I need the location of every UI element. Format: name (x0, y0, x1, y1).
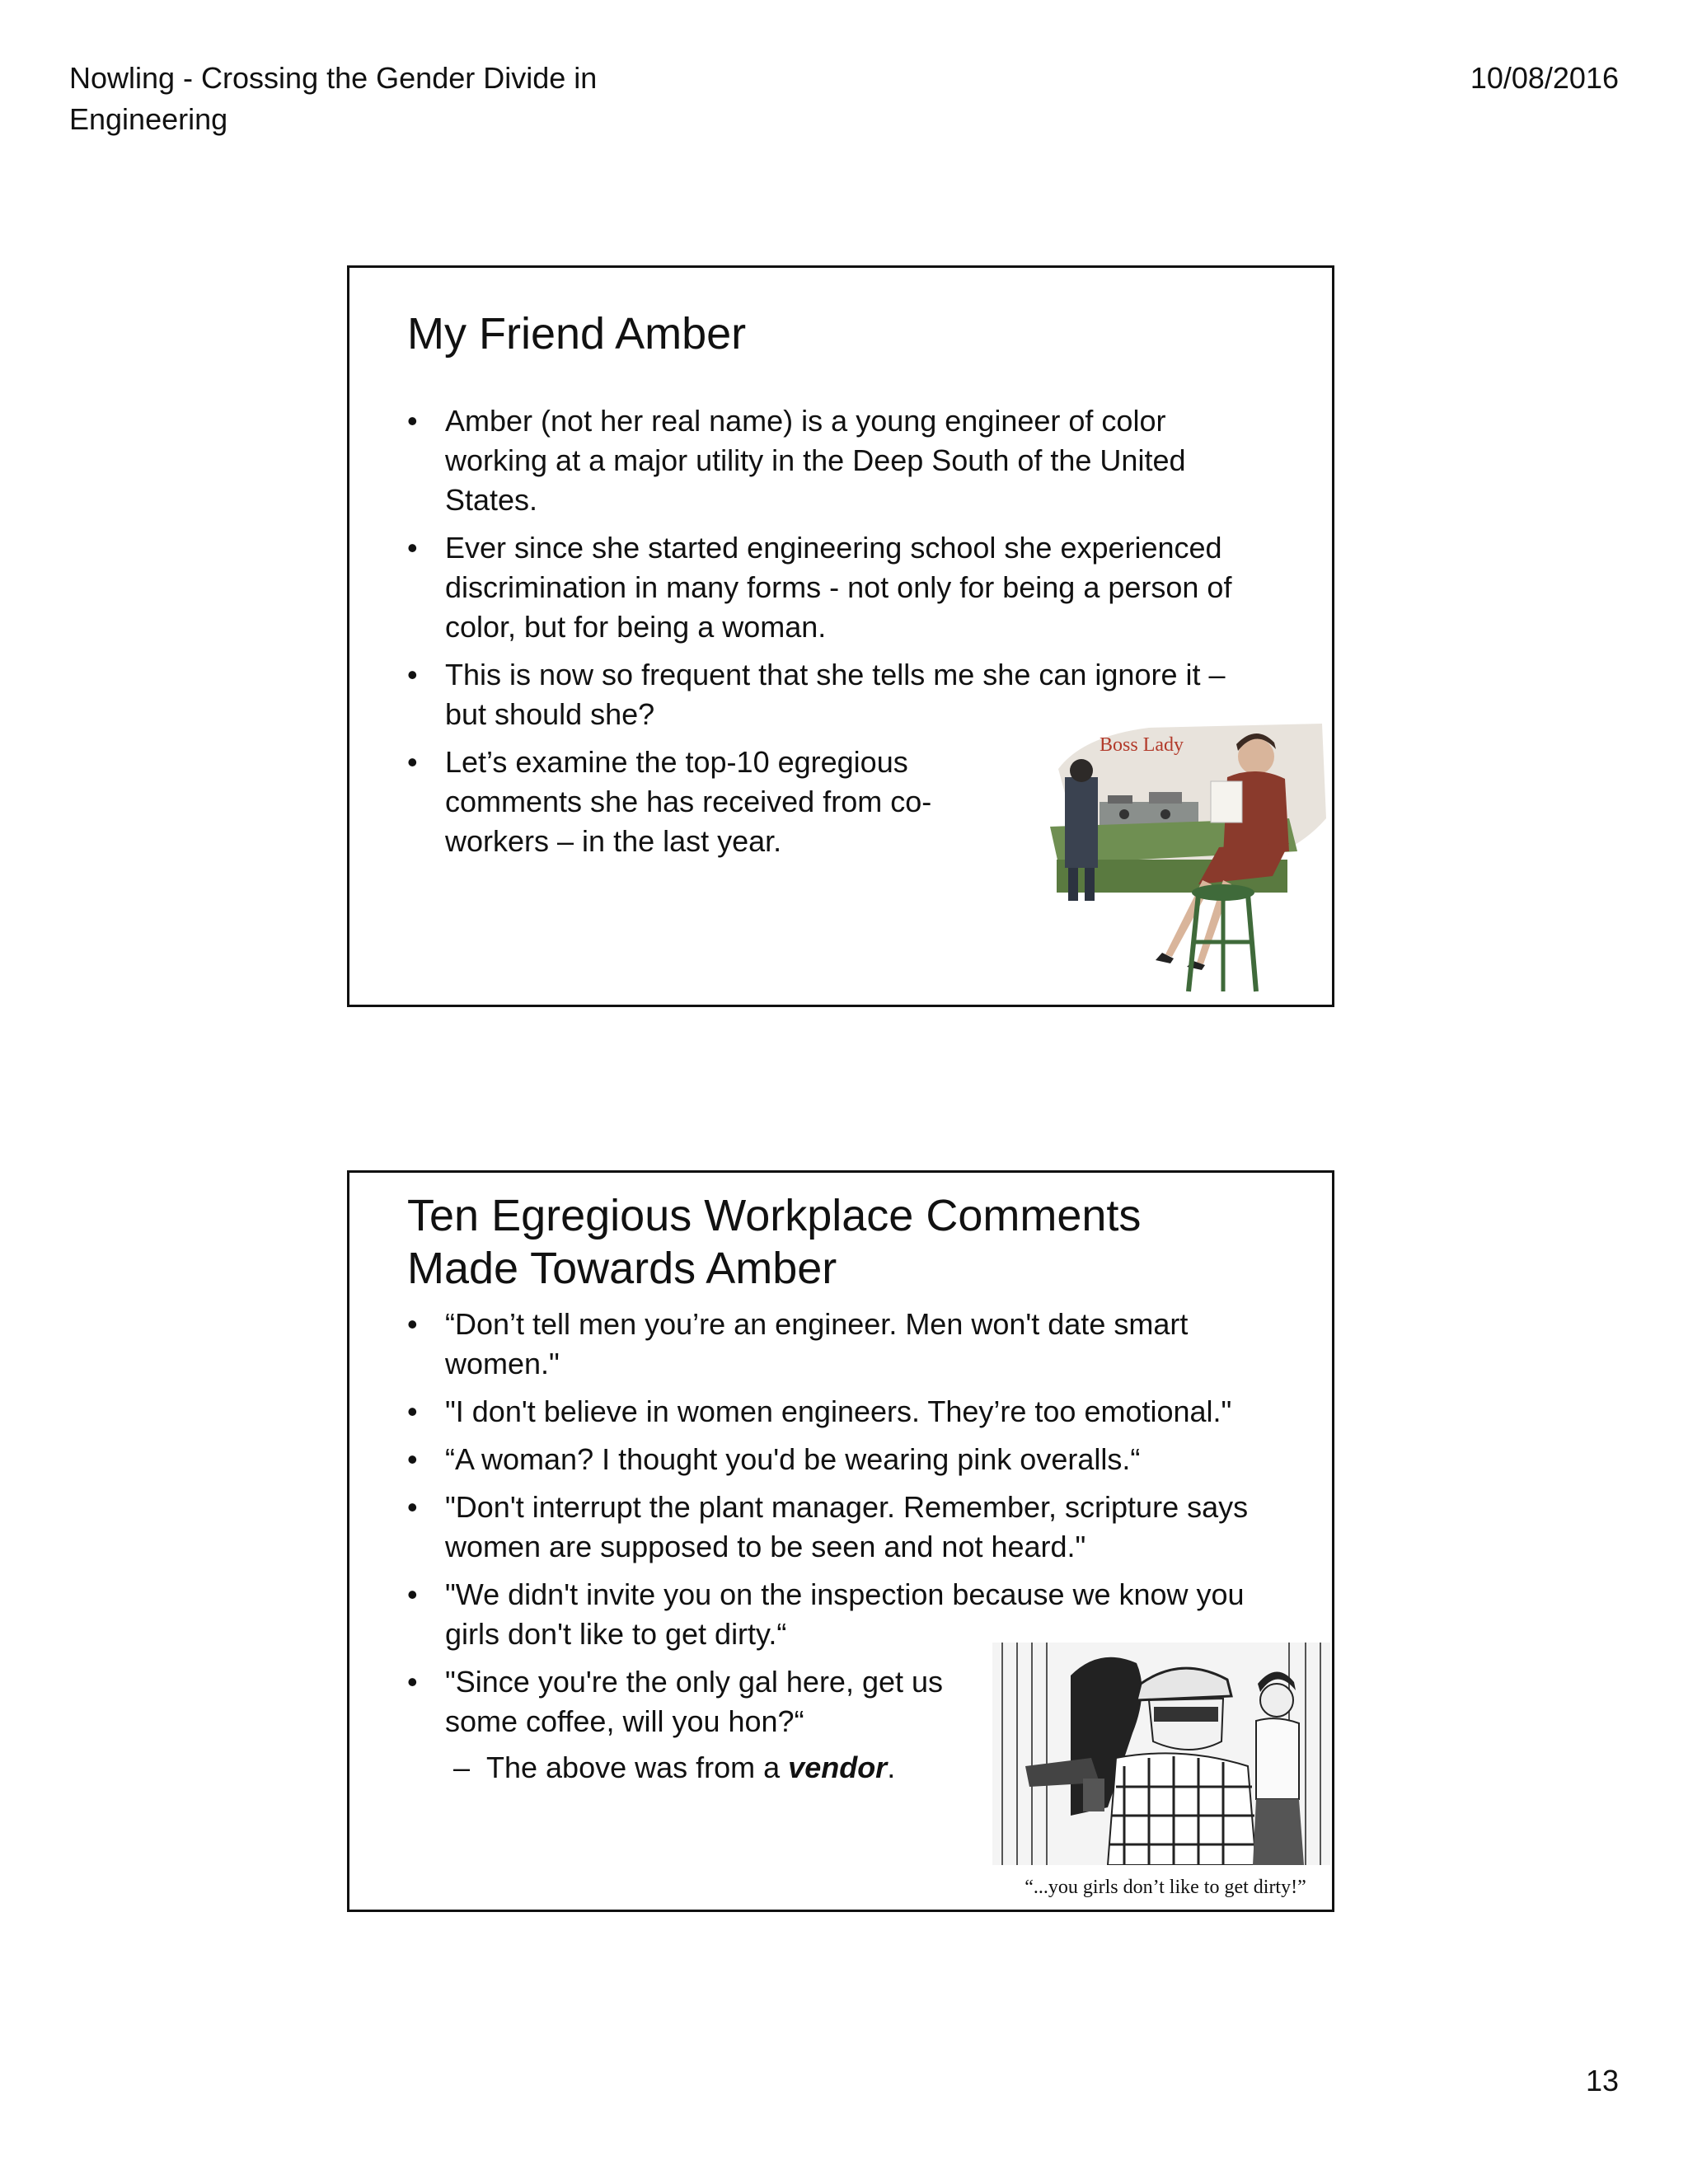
bullet-item: • "I don't believe in women engineers. They’re too emotional." (407, 1392, 1281, 1432)
bullet-icon: • (407, 1394, 418, 1428)
bullet-icon: • (407, 1442, 418, 1476)
slide-ten-egregious-comments (347, 1170, 1334, 1912)
bullet-icon: • (407, 404, 418, 438)
bullet-item: • Ever since she started engineering school she experienced discrimination in many forms - not only for being a person of color, but for being a woman. (407, 528, 1264, 647)
bullet-item: • Let’s examine the top-10 egregious comments she has received from co-workers – in the last year. (407, 743, 973, 861)
slide-title: My Friend Amber (407, 309, 747, 359)
document-header-title: Nowling - Crossing the Gender Divide in Engineering (69, 61, 598, 136)
page-number: 13 (1585, 2064, 1619, 2097)
sub-bullet-item: – The above was from a vendor. (445, 1748, 973, 1788)
boss-lady-illustration (1050, 719, 1330, 1000)
bullet-icon: • (407, 1307, 418, 1341)
document-header-date: 10/08/2016 (1470, 61, 1619, 95)
bullet-item: • “Don’t tell men you’re an engineer. Men won't date smart women." (407, 1305, 1281, 1384)
bullet-item: • This is now so frequent that she tells me she can ignore it – but should she? (407, 655, 1264, 734)
dash-icon: – (453, 1750, 471, 1784)
bullet-icon: • (407, 531, 418, 565)
slide-title: Ten Egregious Workplace Comments Made Towards Amber (407, 1191, 1142, 1293)
worker-illustration (992, 1643, 1330, 1865)
bullet-icon: • (407, 658, 418, 691)
bullet-icon: • (407, 1577, 418, 1611)
bullet-item: • "Since you're the only gal here, get us some coffee, will you hon?“ – The above was from a vendor. (407, 1662, 973, 1788)
slide-my-friend-amber (347, 265, 1334, 1007)
bullet-item: • “A woman? I thought you'd be wearing pink overalls.“ (407, 1440, 1281, 1479)
bullet-icon: • (407, 1490, 418, 1524)
illustration-caption: “...you girls don’t like to get dirty!” (1025, 1877, 1306, 1898)
bullet-item: • Amber (not her real name) is a young engineer of color working at a major utility in the Deep South of the United States. (407, 401, 1264, 520)
sub-bullet-list (445, 1748, 973, 1788)
bullet-item: • "We didn't invite you on the inspection because we know you girls don't like to get dirty.“ (407, 1575, 1281, 1654)
bullet-item: • "Don't interrupt the plant manager. Remember, scripture says women are supposed to be seen and not heard." (407, 1488, 1281, 1567)
boss-lady-label: Boss Lady (1100, 734, 1184, 756)
bullet-icon: • (407, 745, 418, 779)
bullet-icon: • (407, 1665, 418, 1699)
emphasis-vendor: vendor (788, 1750, 888, 1784)
